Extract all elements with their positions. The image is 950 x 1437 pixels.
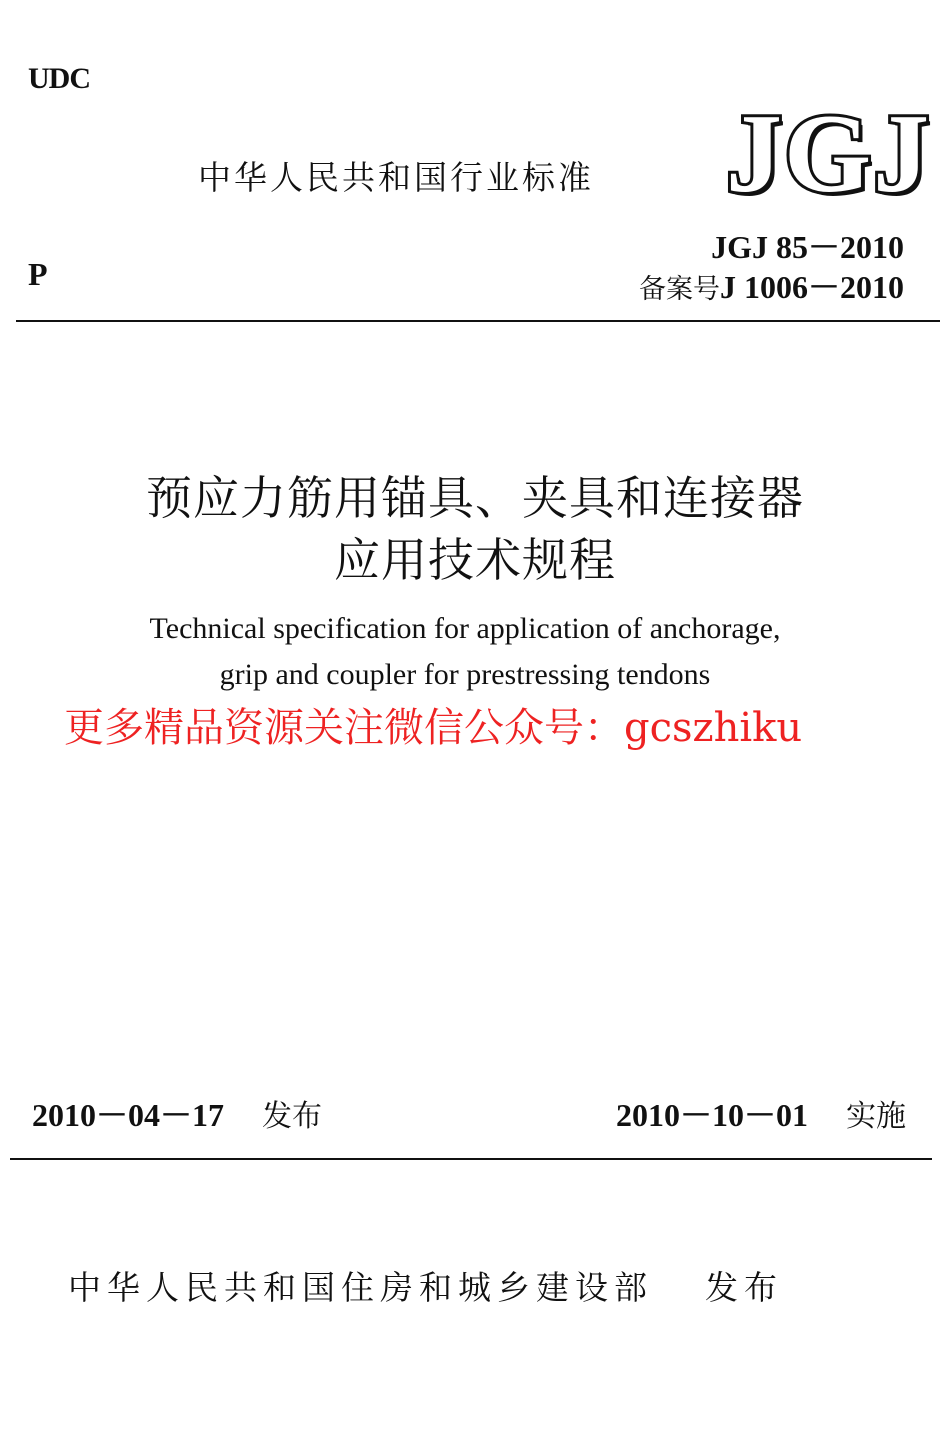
issue-date: 2010－04－17 xyxy=(32,1097,225,1133)
implement-date-row xyxy=(616,1090,906,1136)
top-divider xyxy=(16,320,940,322)
title-en-line2: grip and coupler for prestressing tendons xyxy=(219,658,711,691)
publisher-name: 中华人民共和国住房和城乡建设部 xyxy=(68,1268,653,1307)
implement-label: 实施 xyxy=(846,1099,906,1134)
udc-label: UDC xyxy=(28,62,90,95)
classification-code: P xyxy=(28,256,48,292)
watermark-text: 更多精品资源关注微信公众号：gcszhiku xyxy=(64,705,803,751)
publisher-action: 发布 xyxy=(705,1268,783,1307)
issue-label: 发布 xyxy=(262,1099,323,1134)
record-number-value: J 1006－2010 xyxy=(719,269,904,305)
industry-standard-label: 中华人民共和国行业标准 xyxy=(198,158,594,197)
issue-date-row xyxy=(32,1090,322,1136)
publisher-line xyxy=(68,1262,783,1309)
standard-code: JGJ 85－2010 xyxy=(711,229,904,265)
title-en-line1: Technical specification for application of anchorage, xyxy=(149,612,781,645)
record-number xyxy=(639,262,904,308)
record-label: 备案号 xyxy=(638,274,720,305)
implement-date: 2010－10－01 xyxy=(615,1097,808,1133)
jgj-logo: JGJ xyxy=(726,92,932,216)
bottom-divider xyxy=(10,1158,932,1160)
title-cn-line1: 预应力筋用锚具、夹具和连接器 xyxy=(146,471,804,525)
title-cn-line2: 应用技术规程 xyxy=(334,533,616,587)
